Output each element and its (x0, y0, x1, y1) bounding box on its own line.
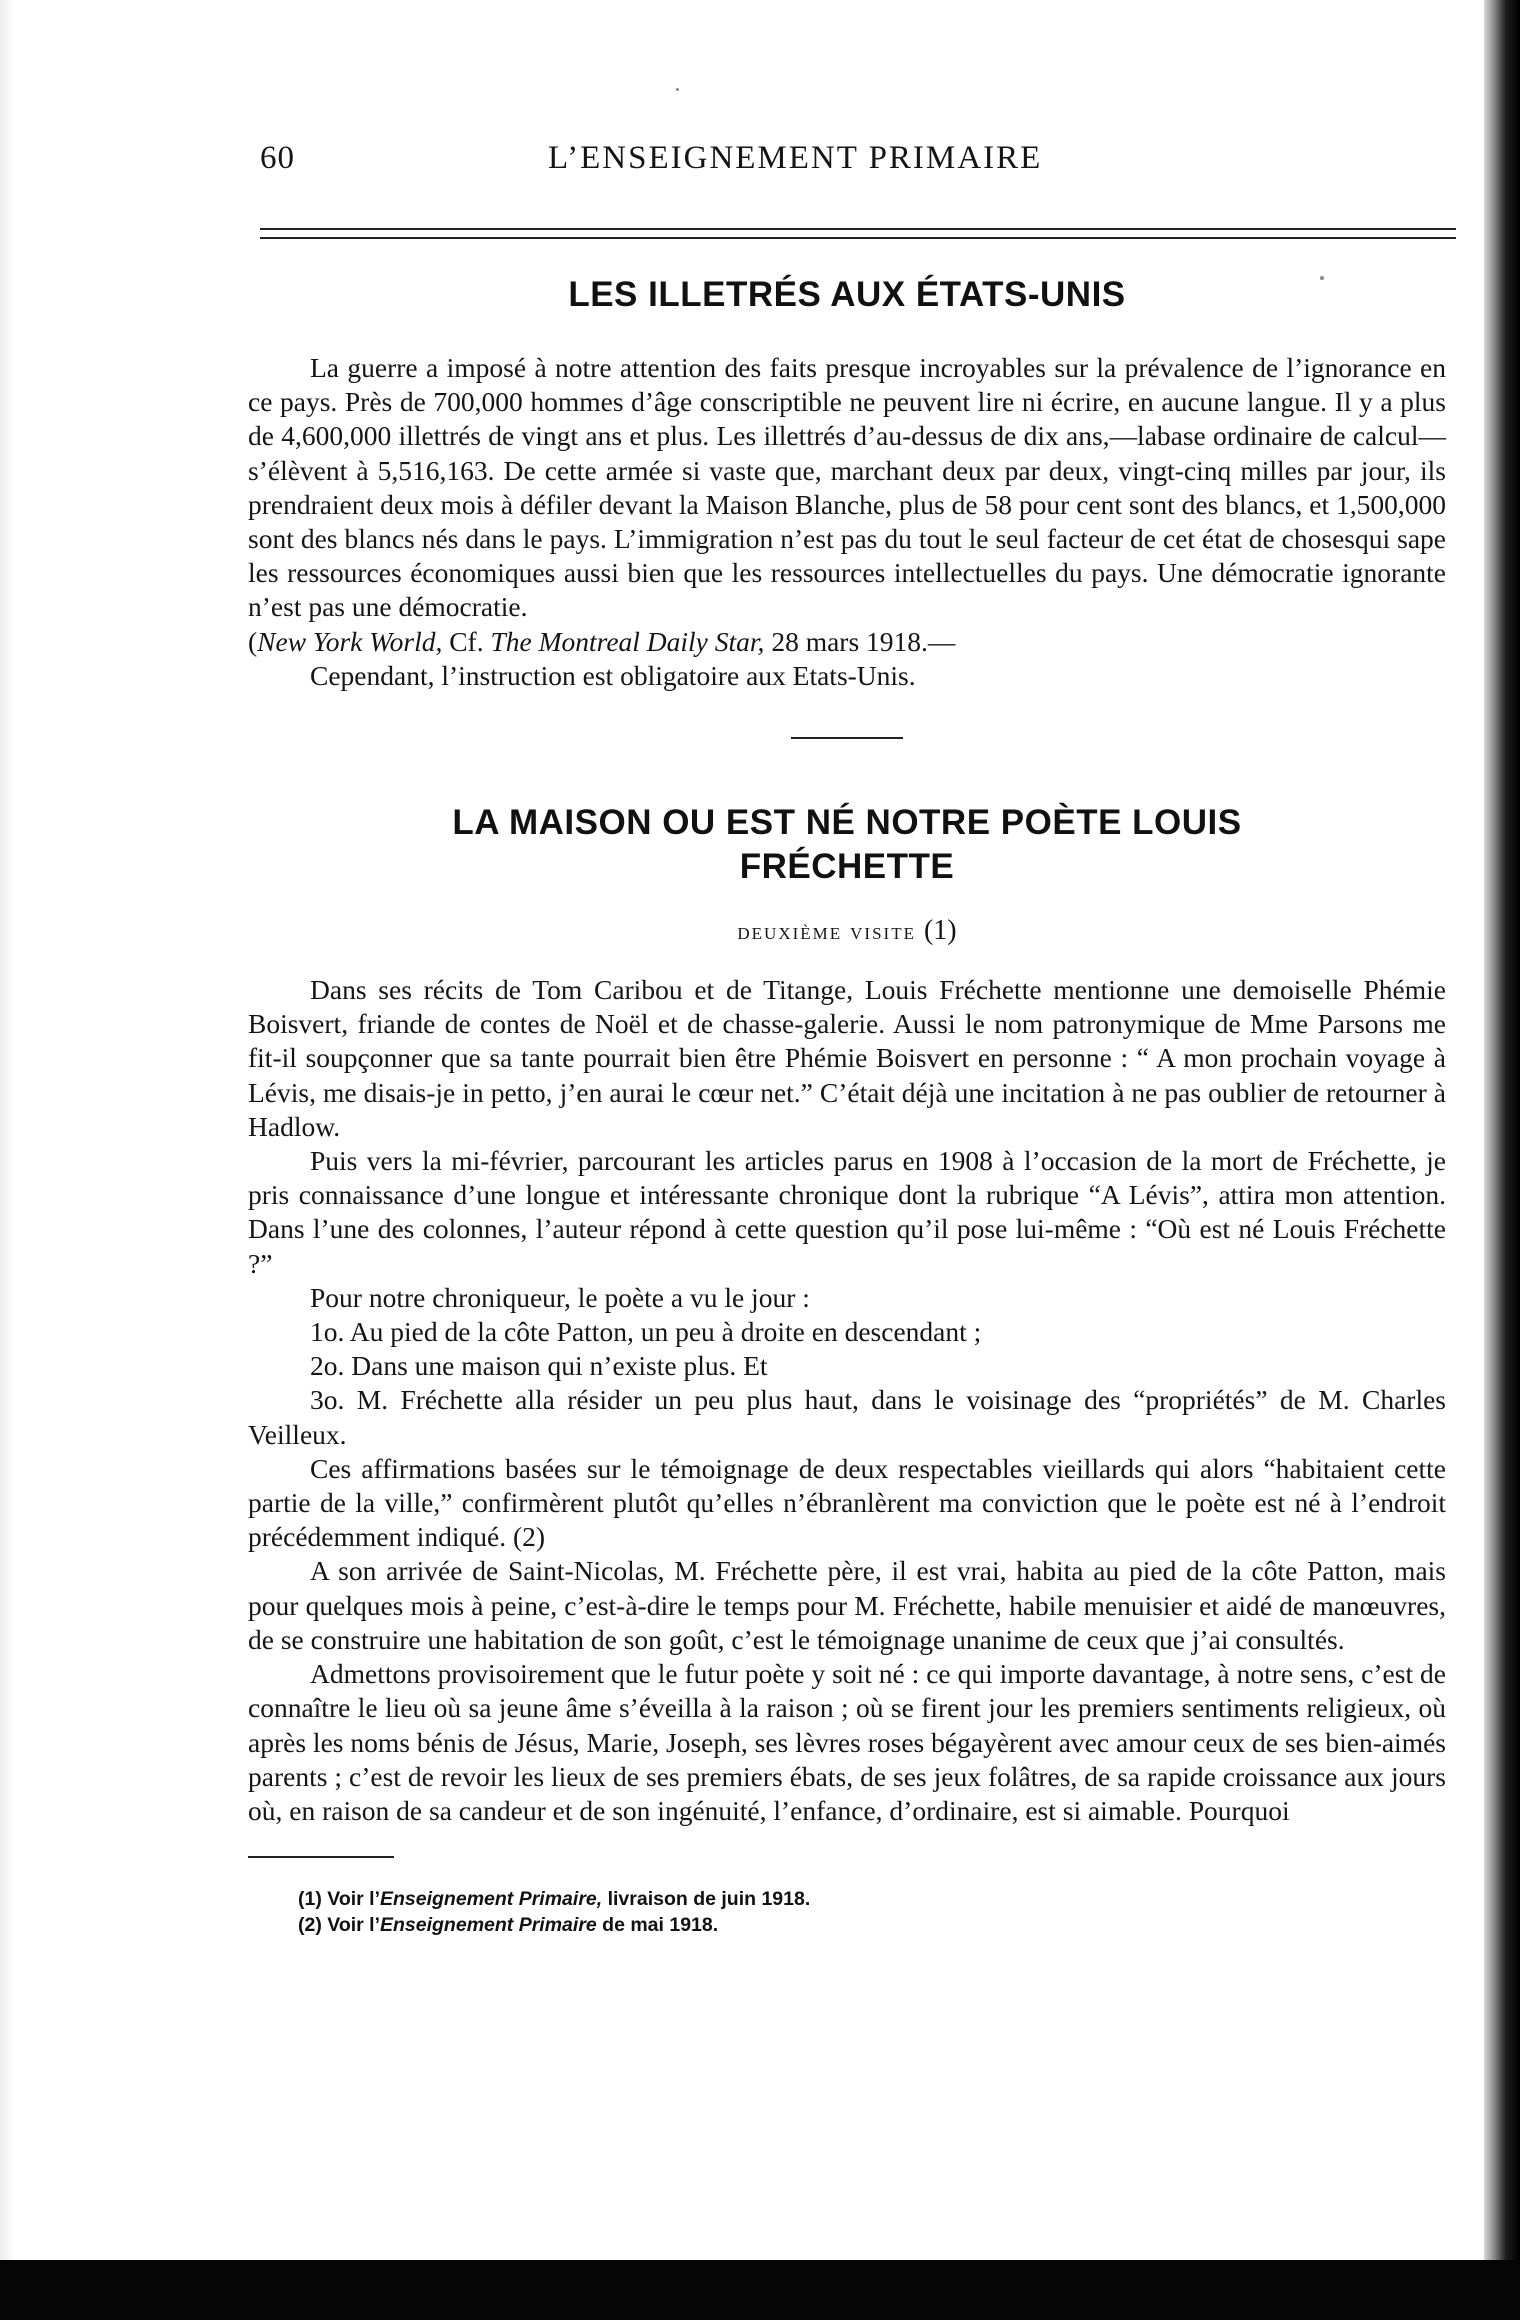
article2-body (248, 973, 1446, 1828)
footnotes (298, 1886, 1446, 1938)
article2-list-item: 3o. M. Fréchette alla résider un peu plus haut, dans le voisinage des “propriétés” de M. Charles Veilleux. (248, 1384, 1446, 1450)
article2-paragraph: Pour notre chroniqueur, le poète a vu le jour : (310, 1281, 810, 1313)
scan-right-edge (1484, 0, 1520, 2320)
header-double-rule (260, 228, 1456, 239)
footnote-rule (248, 1856, 394, 1858)
article2-paragraph: A son arrivée de Saint-Nicolas, M. Fréchette père, il est vrai, habita au pied de la côte Patton, mais pour quelques mois à peine, c’est-à-dire le temps pour M. Fréchette, habile menuisier et aidé de manœuvres, de se construire une habitation de son goût, c’est le témoignage unanime de ceux que j’ai consultés. (248, 1555, 1446, 1655)
article2-list-item: 1o. Au pied de la côte Patton, un peu à droite en descendant ; (310, 1316, 982, 1348)
document-page (248, 140, 1446, 1938)
journal-title: L’ENSEIGNEMENT PRIMAIRE (548, 140, 1043, 176)
scan-speck (676, 88, 679, 91)
subtitle-note-ref: (1) (923, 915, 957, 947)
footnote-text: de mai 1918. (596, 1914, 719, 1937)
subtitle-text: deuxième visite (737, 919, 916, 946)
source-date: 28 mars 1918.— (764, 625, 956, 657)
footnote-1 (298, 1886, 1446, 1912)
source-cf: Cf. (442, 625, 491, 657)
footnote-text: Voir l’ (321, 1914, 380, 1937)
scan-left-edge (0, 0, 14, 2260)
footnote-text: livraison de juin 1918. (602, 1888, 811, 1911)
footnote-text: Voir l’ (321, 1888, 380, 1911)
article1-source (248, 625, 1446, 659)
footnote-number: (1) (298, 1888, 322, 1911)
article2-paragraph: Admettons provisoirement que le futur poète y soit né : ce qui importe davantage, à notre sens, c’est de connaître le lieu où sa jeune âme s’éveilla à la raison ; où se firent jour les premiers sentiments religieux, où après les noms bénis de Jésus, Marie, Joseph, ses lèvres roses bégayèrent avec amour ceux de ses bien-aimés parents ; c’est de revoir les lieux de ses premiers ébats, de ses jeux folâtres, de sa rapide croissance aux jours où, en raison de sa candeur et de son ingénuité, l’enfance, d’ordinaire, est si aimable. Pourquoi (248, 1658, 1446, 1826)
scan-bottom-edge (0, 2260, 1520, 2320)
article1-paragraph: La guerre a imposé à notre attention des faits presque incroyables sur la prévalence de l’ignorance en ce pays. Près de 700,000 hommes d’âge conscriptible ne peuvent lire ni écrire, en aucune langue. Il y a plus de 4,600,000 illettrés de vingt ans et plus. Les illettrés d’au-dessus de dix ans,—labase ordinaire de calcul—s’élèvent à 5,516,163. De cette armée si vaste que, marchant deux par deux, vingt-cinq milles par jour, ils prendraient deux mois à défiler devant la Maison Blanche, plus de 58 pour cent sont des blancs, et 1,500,000 sont des blancs nés dans le pays. L’immigration n’est pas du tout le seul facteur de cet état de chosesqui sape les ressources économiques aussi bien que les ressources intellectuelles du pays. Une démocratie ignorante n’est pas une démocratie. (248, 352, 1446, 623)
source-paper-1: New York World, (257, 625, 443, 657)
article1-body (248, 351, 1446, 693)
article2-title (248, 801, 1446, 889)
article2-paragraph: Ces affirmations basées sur le témoignage de deux respectables vieillards qui alors “habitaient cette partie de la ville,” confirmèrent plutôt qu’elles n’ébranlèrent ma conviction que le poète est né à l’endroit précédemment indiqué. (2) (248, 1452, 1446, 1553)
article2-subtitle (248, 915, 1446, 947)
footnote-2 (298, 1912, 1446, 1938)
article2-title-line2: FRÉCHETTE (739, 847, 955, 887)
article1-paragraph: Cependant, l’instruction est obligatoire aux Etats-Unis. (310, 659, 916, 691)
article2-paragraph: Dans ses récits de Tom Caribou et de Titange, Louis Fréchette mentionne une demoiselle Phémie Boisvert, friande de contes de Noël et de chasse-galerie. Aussi le nom patronymique de Mme Parsons me fit-il soupçonner que sa tante pourrait bien être Phémie Boisvert en personne : “ A mon prochain voyage à Lévis, me disais-je in petto, j’en aurai le cœur net.” C’était déjà une incitation à ne pas oublier de retourner à Hadlow. (248, 974, 1446, 1142)
running-head (248, 140, 1446, 186)
article2-list-item: 2o. Dans une maison qui n’existe plus. Et (310, 1350, 768, 1382)
article2-paragraph: Puis vers la mi-février, parcourant les articles parus en 1908 à l’occasion de la mort de Fréchette, je pris connaissance d’une longue et intéressante chronique dont la rubrique “A Lévis”, attira mon attention. Dans l’une des colonnes, l’auteur répond à cette question qu’il pose lui-même : “Où est né Louis Fréchette ?” (248, 1145, 1446, 1279)
article2-title-line1: LA MAISON OU EST NÉ NOTRE POÈTE LOUIS (452, 803, 1242, 843)
footnote-journal-title: Enseignement Primaire (380, 1914, 597, 1937)
footnote-number: (2) (298, 1914, 322, 1937)
source-open: ( (248, 625, 258, 657)
article1-title: LES ILLETRÉS AUX ÉTATS-UNIS (568, 275, 1126, 314)
footnote-journal-title: Enseignement Primaire, (380, 1888, 603, 1911)
page-number: 60 (260, 140, 295, 176)
source-paper-2: The Montreal Daily Star, (490, 625, 765, 657)
section-divider (791, 737, 903, 739)
